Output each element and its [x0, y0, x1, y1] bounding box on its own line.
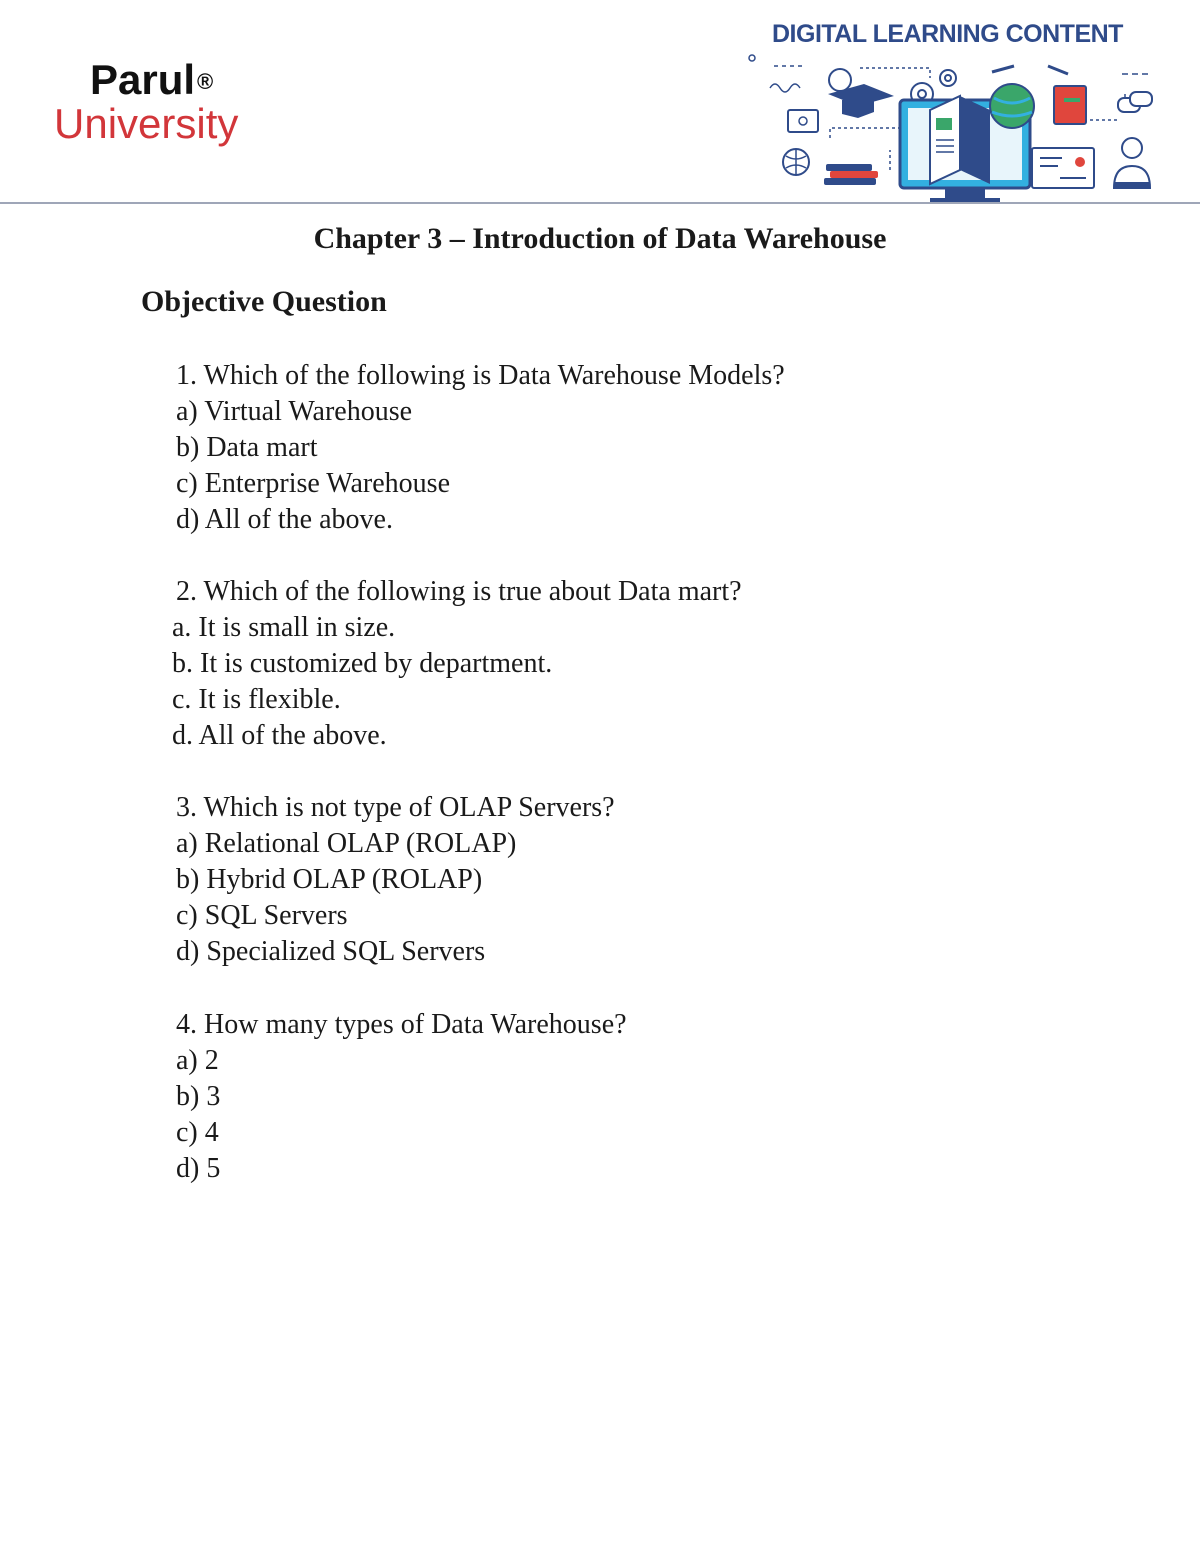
- option: b) Data mart: [176, 432, 318, 463]
- option: c) 4: [176, 1117, 219, 1148]
- option: c. It is flexible.: [172, 684, 341, 715]
- logo-parul: Parul: [90, 56, 196, 103]
- option: a) Relational OLAP (ROLAP): [176, 828, 517, 859]
- option: b. It is customized by department.: [172, 648, 553, 679]
- notebook-icon: [1054, 86, 1086, 124]
- registered-mark: ®: [197, 69, 214, 94]
- option: c) SQL Servers: [176, 900, 348, 931]
- option: a. It is small in size.: [172, 612, 396, 643]
- section-title: Objective Question: [141, 285, 387, 318]
- page-header: [0, 0, 1200, 206]
- books-stack-icon: [824, 164, 878, 185]
- option: d. All of the above.: [172, 720, 387, 751]
- option: a) 2: [176, 1045, 219, 1076]
- option: d) Specialized SQL Servers: [176, 936, 486, 967]
- question-1: [176, 358, 785, 538]
- logo-university: University: [54, 100, 239, 147]
- pencil-icon: [992, 66, 1068, 74]
- option: c) Enterprise Warehouse: [176, 468, 450, 499]
- question-text: 2. Which of the following is true about Data mart?: [176, 576, 742, 607]
- option: b) 3: [176, 1081, 221, 1112]
- banner-title: DIGITAL LEARNING CONTENT: [772, 20, 1123, 48]
- question-text: 1. Which of the following is Data Warehouse Models?: [176, 360, 785, 391]
- option: d) 5: [176, 1153, 221, 1184]
- question-text: 3. Which is not type of OLAP Servers?: [176, 792, 615, 823]
- chapter-title: Chapter 3 – Introduction of Data Warehouse: [313, 222, 887, 255]
- university-logo: [54, 58, 238, 146]
- book-icon: [930, 96, 990, 184]
- graduation-cap-icon: [828, 69, 894, 118]
- digital-learning-illustration: [730, 50, 1170, 206]
- option: d) All of the above.: [176, 504, 393, 535]
- question-text: 4. How many types of Data Warehouse?: [176, 1009, 627, 1040]
- option: b) Hybrid OLAP (ROLAP): [176, 864, 483, 895]
- option: a) Virtual Warehouse: [176, 396, 413, 427]
- person-icon: [1114, 138, 1150, 188]
- question-2: [172, 574, 742, 754]
- question-3: [176, 790, 615, 970]
- certificate-icon: [1032, 148, 1094, 188]
- chat-icon: [1118, 92, 1152, 112]
- header-divider: [0, 202, 1200, 204]
- question-4: [176, 1007, 627, 1187]
- small-monitor-icon: [788, 110, 818, 132]
